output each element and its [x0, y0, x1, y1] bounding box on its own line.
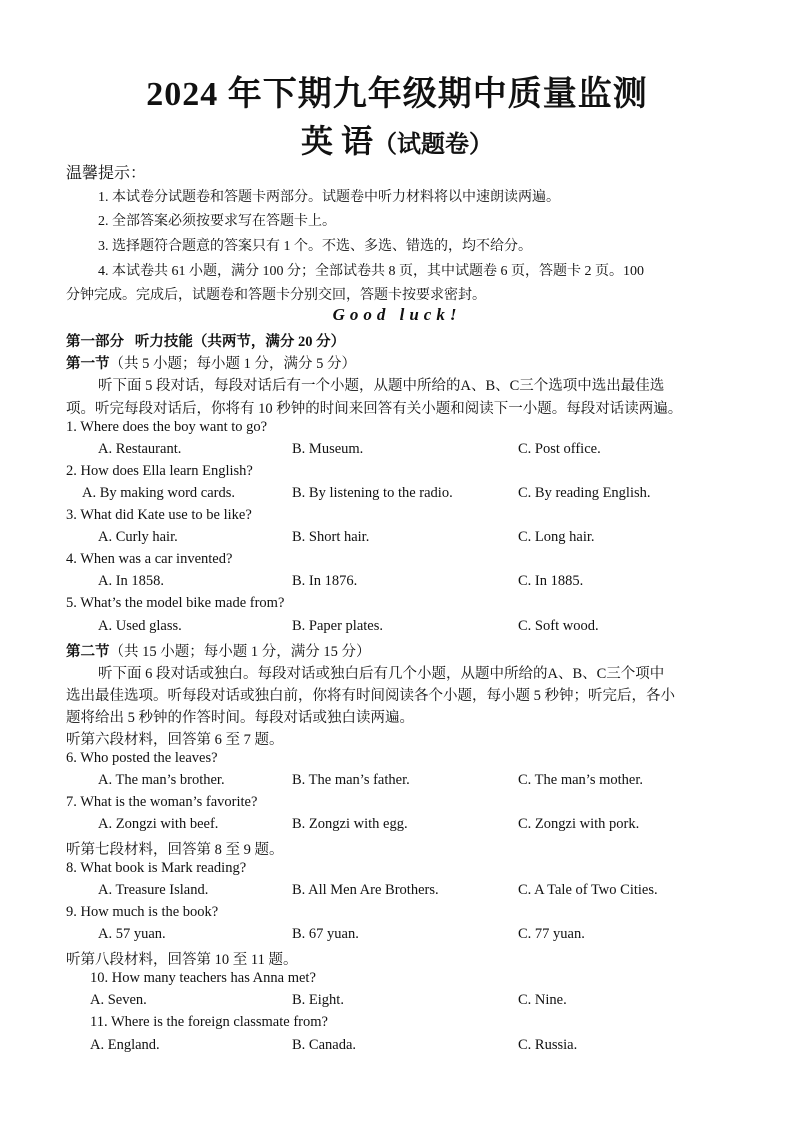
option-c: C. Nine.	[518, 992, 567, 1008]
option-b: B. The man’s father.	[292, 772, 410, 788]
tip-item: 4. 本试卷共 61 小题，满分 100 分；全部试卷共 8 页，其中试题卷 6 页，答题卡 2 页。100	[98, 264, 644, 279]
question: 10. How many teachers has Anna met?	[90, 970, 316, 986]
part1-subtitle: 听力技能（共两节，满分 20 分）	[134, 334, 346, 350]
option-b: B. All Men Are Brothers.	[292, 882, 439, 898]
option-c: C. Zongzi with pork.	[518, 816, 640, 832]
section2-instruction: 题将给出 5 秒钟的作答时间。每段对话或独白读两遍。	[66, 710, 414, 726]
option-b: B. Museum.	[292, 441, 364, 457]
option-c: C. By reading English.	[518, 485, 651, 501]
tip-item: 2. 全部答案必须按要求写在答题卡上。	[98, 214, 336, 229]
question: 1. Where does the boy want to go?	[66, 419, 268, 435]
question: 6. Who posted the leaves?	[66, 750, 218, 766]
question: 5. What’s the model bike made from?	[66, 595, 285, 611]
section1-instruction: 项。听完每段对话后，你将有 10 秒钟的时间来回答有关小题和阅读下一小题。每段对话读两遍。	[66, 401, 683, 417]
option-a: A. By making word cards.	[82, 485, 236, 501]
option-b: B. Eight.	[292, 992, 344, 1008]
section1-heading	[66, 352, 356, 373]
subject-note: （试题卷）	[373, 132, 493, 158]
option-a: A. 57 yuan.	[98, 926, 166, 942]
question: 8. What book is Mark reading?	[66, 860, 247, 876]
tip-item-continued: 分钟完成。完成后，试题卷和答题卡分别交回，答题卡按要求密封。	[66, 288, 486, 303]
option-c: C. Long hair.	[518, 529, 595, 545]
tip-item: 3. 选择题符合题意的答案只有 1 个。不选、多选、错选的，均不给分。	[98, 239, 532, 254]
question: 9. How much is the book?	[66, 904, 219, 920]
option-c: C. A Tale of Two Cities.	[518, 882, 658, 898]
question: 4. When was a car invented?	[66, 551, 233, 567]
material-note: 听第六段材料，回答第 6 至 7 题。	[66, 732, 284, 748]
section1-title: 第一节	[66, 356, 110, 372]
section2-instruction: 听下面 6 段对话或独白。每段对话或独白后有几个小题，从题中所给的A、B、C三个项中	[98, 666, 665, 682]
subject-title	[0, 116, 794, 162]
option-b: B. Paper plates.	[292, 618, 384, 634]
section1-instruction: 听下面 5 段对话，每段对话后有一个小题，从题中所给的A、B、C三个选项中选出最佳选	[98, 378, 665, 394]
tips-heading: 温馨提示：	[66, 165, 147, 182]
option-a: A. The man’s brother.	[98, 772, 225, 788]
option-b: B. In 1876.	[292, 573, 358, 589]
question: 3. What did Kate use to be like?	[66, 507, 252, 523]
question: 11. Where is the foreign classmate from?	[90, 1014, 328, 1030]
material-note: 听第八段材料，回答第 10 至 11 题。	[66, 952, 298, 968]
option-b: B. Short hair.	[292, 529, 370, 545]
option-c: C. 77 yuan.	[518, 926, 585, 942]
section2-title: 第二节	[66, 644, 110, 660]
exam-title: 2024 年下期九年级期中质量监测	[146, 76, 648, 113]
option-c: C. Russia.	[518, 1037, 578, 1053]
option-b: B. Canada.	[292, 1037, 357, 1053]
option-c: C. In 1885.	[518, 573, 584, 589]
option-a: A. In 1858.	[98, 573, 165, 589]
option-a: A. England.	[90, 1037, 160, 1053]
question: 7. What is the woman’s favorite?	[66, 794, 258, 810]
option-a: A. Restaurant.	[98, 441, 182, 457]
option-a: A. Seven.	[90, 992, 147, 1008]
option-c: C. The man’s mother.	[518, 772, 643, 788]
option-b: B. Zongzi with egg.	[292, 816, 408, 832]
option-c: C. Soft wood.	[518, 618, 599, 634]
tip-item: 1. 本试卷分试题卷和答题卡两部分。试题卷中听力材料将以中速朗读两遍。	[98, 190, 560, 205]
section2-instruction: 选出最佳选项。听每段对话或独白前，你将有时间阅读各个小题，每小题 5 秒钟；听完后，各小	[66, 688, 675, 704]
section1-note: （共 5 小题；每小题 1 分，满分 5 分）	[109, 356, 356, 372]
section2-note: （共 15 小题；每小题 1 分，满分 15 分）	[109, 644, 371, 660]
part1-heading	[66, 330, 345, 351]
option-a: A. Curly hair.	[98, 529, 178, 545]
subject-name: 英 语	[300, 123, 373, 159]
section2-heading	[66, 640, 371, 661]
question: 2. How does Ella learn English?	[66, 463, 253, 479]
good-luck: Good luck!	[332, 305, 462, 324]
option-b: B. By listening to the radio.	[292, 485, 453, 501]
option-c: C. Post office.	[518, 441, 601, 457]
material-note: 听第七段材料，回答第 8 至 9 题。	[66, 842, 284, 858]
option-b: B. 67 yuan.	[292, 926, 359, 942]
option-a: A. Treasure Island.	[98, 882, 209, 898]
part1-title: 第一部分	[66, 334, 124, 350]
option-a: A. Used glass.	[98, 618, 182, 634]
option-a: A. Zongzi with beef.	[98, 816, 219, 832]
